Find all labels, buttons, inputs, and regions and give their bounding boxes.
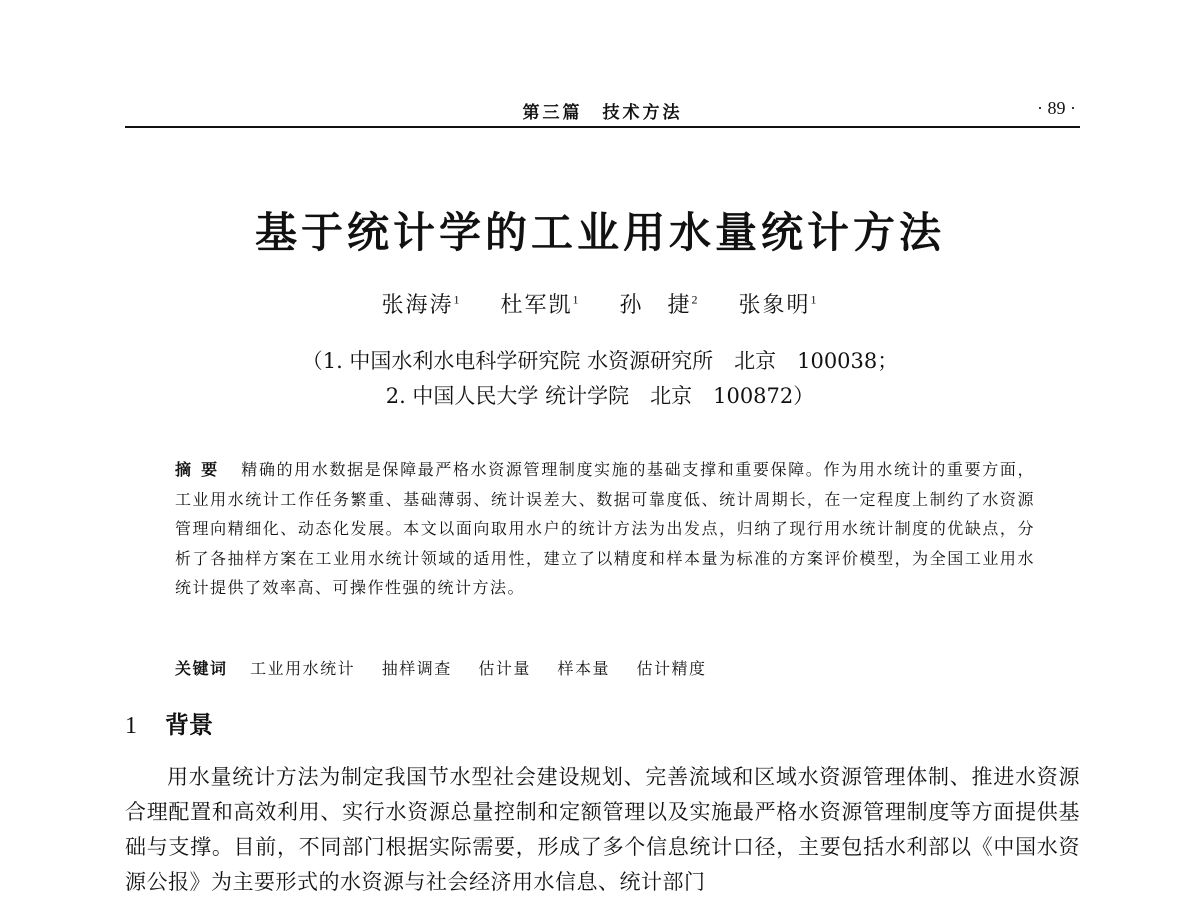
keyword: 估计精度: [636, 659, 707, 678]
keyword: 估计量: [478, 659, 531, 678]
author-name: 张象明: [738, 293, 811, 318]
running-head-section: 第三篇 技术方法: [522, 103, 683, 123]
keyword: 样本量: [557, 659, 610, 678]
abstract-text: 精确的用水数据是保障最严格水资源管理制度实施的基础支撑和重要保障。作为用水统计的重要方面，工业用水统计工作任务繁重、基础薄弱、统计误差大、数据可靠度低、统计周期长，在一定程度上制约了水资源管理向精细化、动态化发展。本文以面向取用水户的统计方法为出发点，归纳了现行用水统计制度的优缺点，分析了各抽样方案在工业用水统计领域的适用性，建立了以精度和样本量为标准的方案评价模型，为全国工业用水统计提供了效率高、可操作性强的统计方法。: [175, 460, 1035, 597]
body-paragraph: 用水量统计方法为制定我国节水型社会建设规划、完善流域和区域水资源管理体制、推进水资源合理配置和高效利用、实行水资源总量控制和定额管理以及实施最严格水资源管理制度等方面提供基础与支撑。目前，不同部门根据实际需要，形成了多个信息统计口径，主要包括水利部以《中国水资源公报》为主要形式的水资源与社会经济用水信息、统计部门: [125, 765, 1080, 894]
running-head: [125, 98, 1080, 128]
author: [500, 293, 580, 318]
author-name: 杜军凯: [500, 293, 573, 318]
keyword: 工业用水统计: [250, 659, 356, 678]
affiliation-2: 2. 中国人民大学 统计学院 北京 100872）: [385, 384, 815, 408]
section-heading: [125, 705, 213, 740]
author-list: [0, 288, 1200, 319]
author-name: 孙 捷: [619, 293, 692, 318]
affil-marker: 1: [572, 292, 581, 307]
affil-marker: 1: [453, 292, 462, 307]
keywords: [175, 656, 1035, 679]
abstract: [175, 455, 1035, 603]
author: [381, 293, 461, 318]
section-number: 1: [125, 713, 137, 739]
author-name: 张海涛: [381, 293, 454, 318]
abstract-label: 摘要: [175, 460, 228, 479]
paper-title: 基于统计学的工业用水量统计方法: [254, 208, 945, 257]
keyword: 抽样调查: [381, 659, 452, 678]
page-number: · 89 ·: [1037, 98, 1076, 118]
affil-marker: 1: [810, 292, 819, 307]
affiliation-1: （1. 中国水利水电科学研究院 水资源研究所 北京 100038；: [301, 349, 899, 373]
affil-marker: 2: [691, 292, 700, 307]
author: [620, 293, 700, 318]
keywords-label: 关键词: [175, 659, 228, 678]
section-title: 背景: [165, 711, 213, 739]
author: [739, 293, 819, 318]
